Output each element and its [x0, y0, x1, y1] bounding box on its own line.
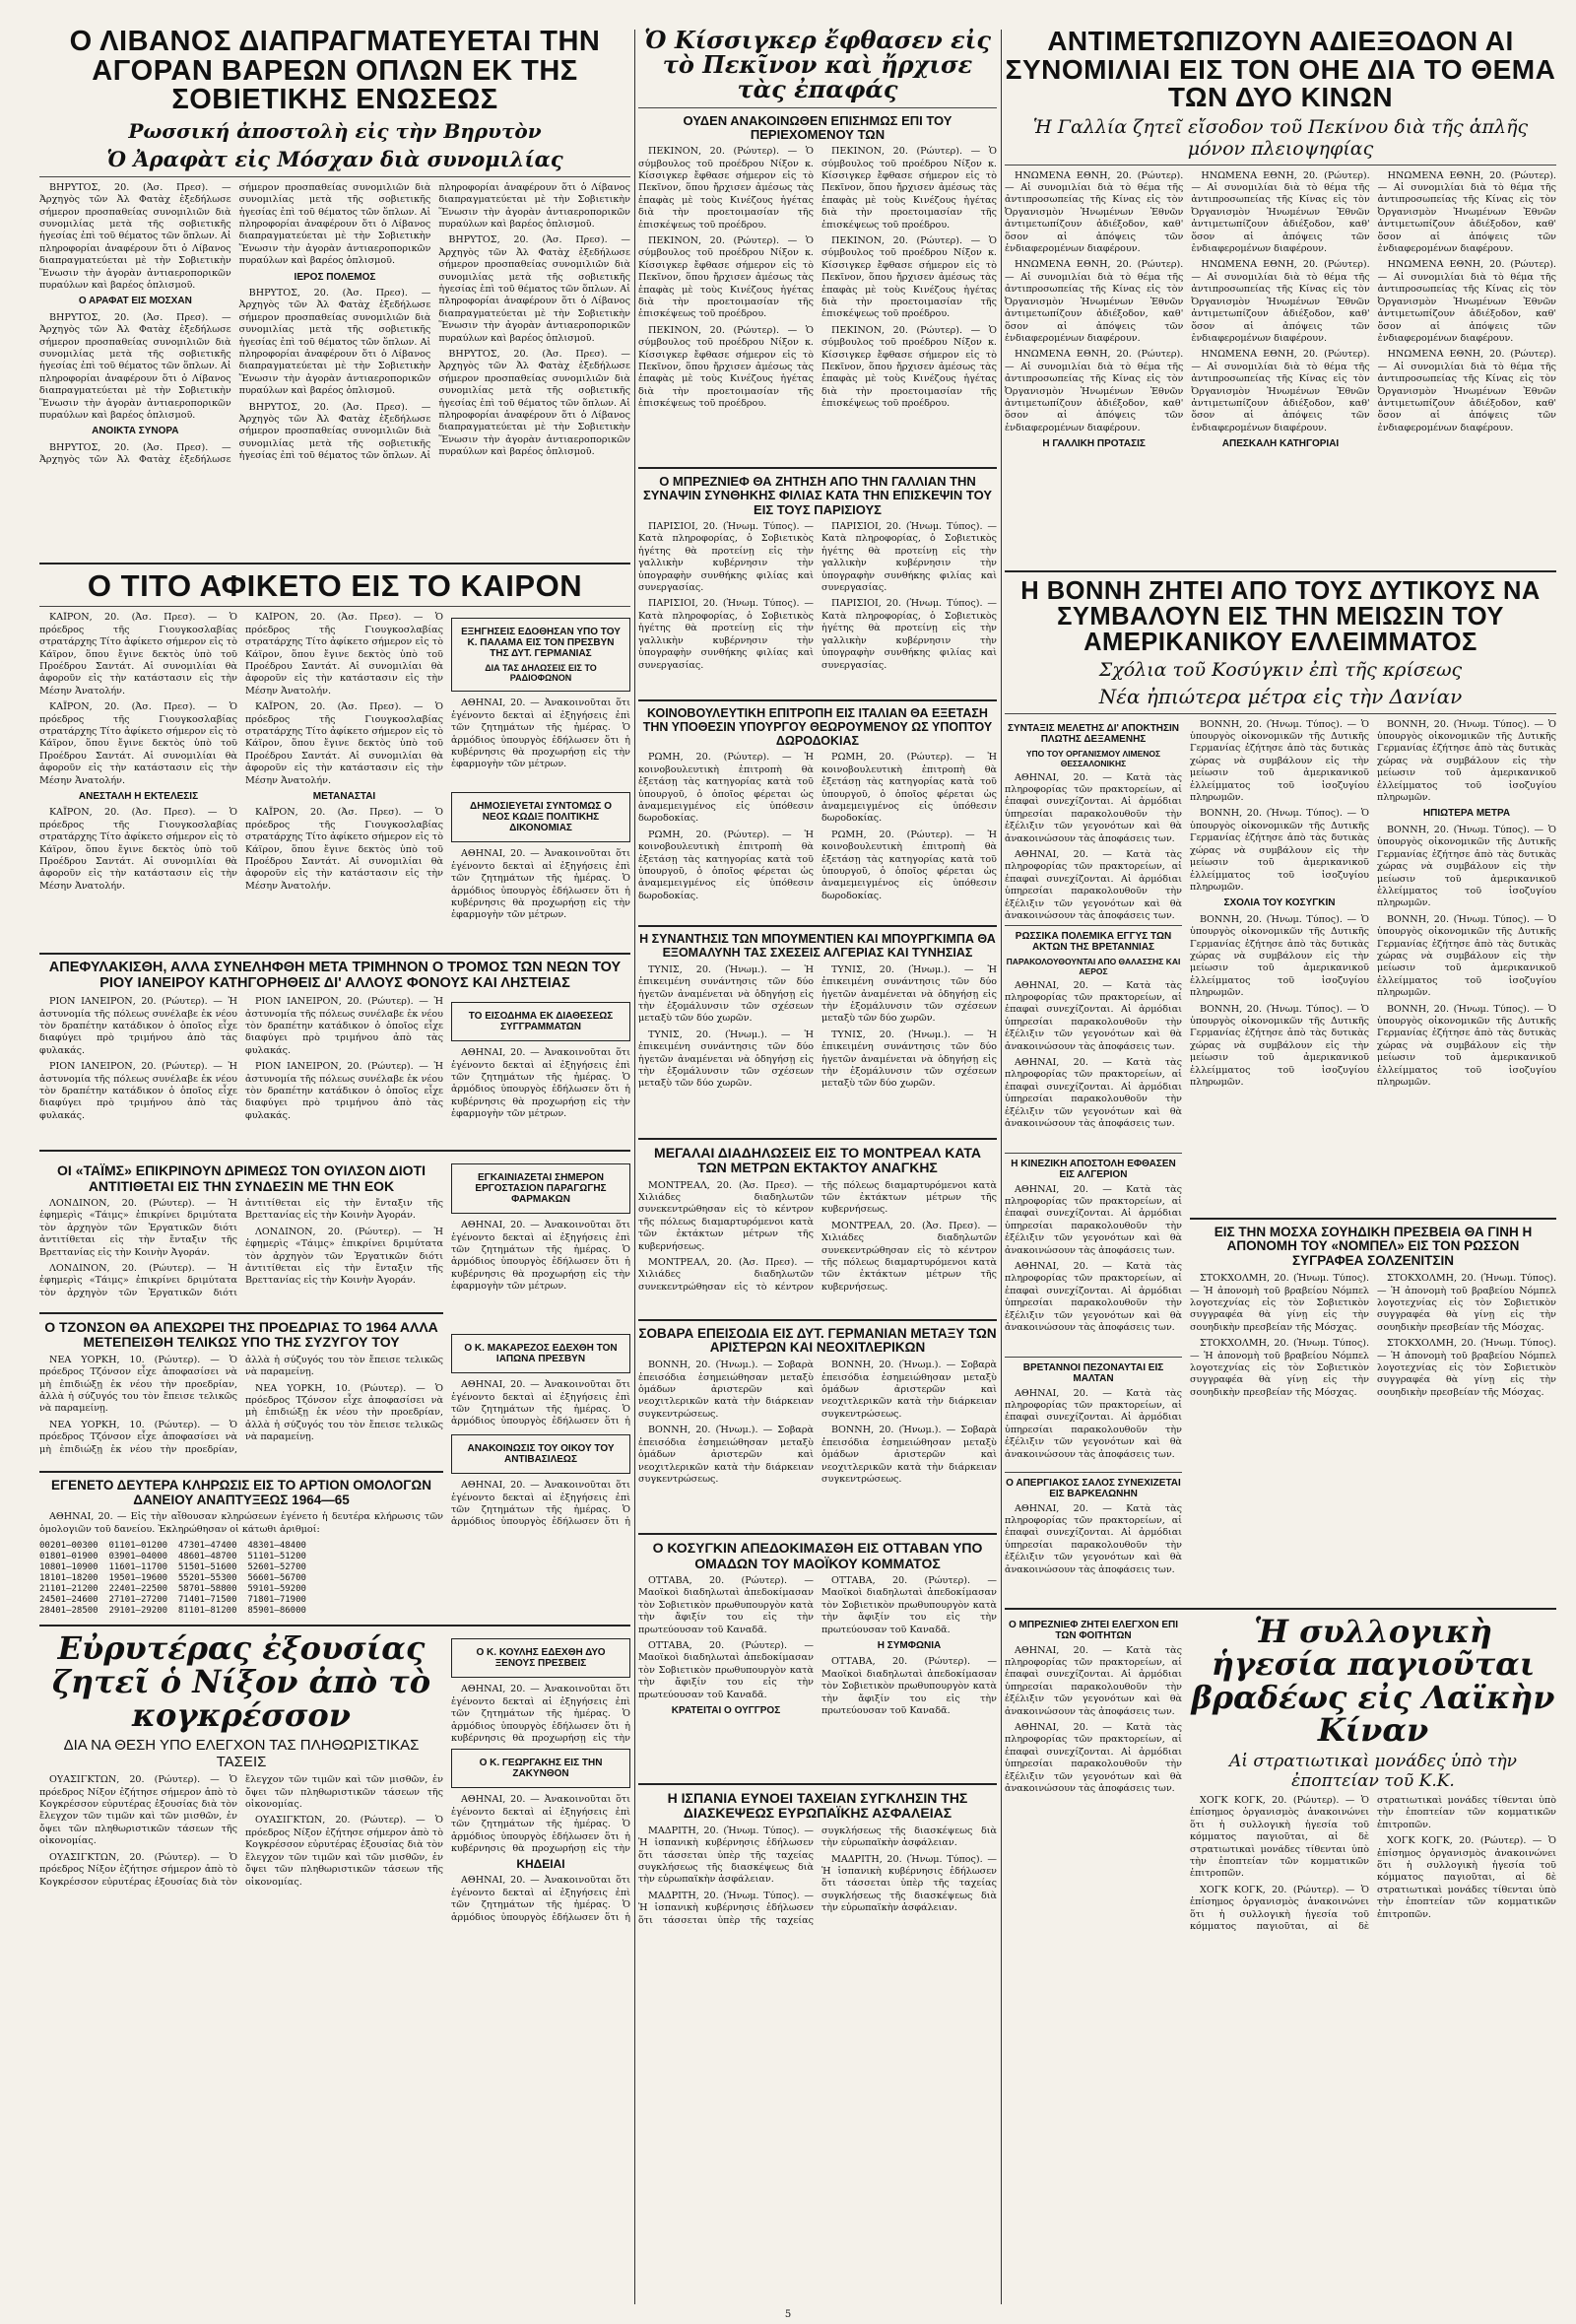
- spain-article: [638, 1826, 997, 1973]
- article-paragraph: ΜΟΝΤΡΕΑΛ, 20. (Ἀσ. Πρεσ). — Χιλιάδες διαδηλωτῶν συνεκεντρώθησαν εἰς τὸ κέντρον τῆς πόλεως διαμαρτυρόμενοι κατὰ τῶν ἐκτάκτων μέτρων τῆς κυβερνήσεως.: [638, 1179, 997, 1293]
- article-paragraph: ΒΗΡΥΤΟΣ, 20. (Ἀσ. Πρεσ). — Ἀρχηγὸς τῶν Ἀλ Φατὰχ ἐξεδήλωσε σήμερον προσπαθείας συνομιλιῶν διὰ συνομιλίας μετὰ τῆς σοβιετικῆς ἡγεσίας ἐπὶ τοῦ θέματος τῶν ὅπλων. Αἱ πληροφορίαι ἀναφέρουν ὅτι ὁ Λίβανος διαπραγματεύεται μὲ τὴν Σοβιετικὴν Ἕνωσιν τὴν ἀγορὰν ἀντιαεροπορικῶν πυραύλων καὶ βαρέος ὁπλισμοῦ.: [438, 349, 630, 458]
- brief-text: [451, 1684, 630, 1743]
- article-paragraph: ΡΩΜΗ, 20. (Ρώυτερ). — Ἡ κοινοβουλευτικὴ ἐπιτροπὴ θὰ ἐξετάσῃ τὰς κατηγορίας κατὰ τοῦ ὑπουργοῦ, ὁ ὁποῖος φέρεται ὡς ἀναμεμειγμένος εἰς ὑπόθεσιν δωροδοκίας.: [638, 752, 814, 825]
- divider: [638, 1783, 997, 1785]
- article-paragraph: ΠΑΡΙΣΙΟΙ, 20. (Ἡνωμ. Τύπος). — Κατὰ πληροφορίας, ὁ Σοβιετικὸς ἡγέτης θὰ προτείνῃ εἰς τὴν γαλλικὴν κυβέρνησιν τὴν ὑπογραφὴν συνθήκης φιλίας καὶ συνεργασίας.: [638, 598, 814, 671]
- article-paragraph: ΡΩΜΗ, 20. (Ρώυτερ). — Ἡ κοινοβουλευτικὴ ἐπιτροπὴ θὰ ἐξετάσῃ τὰς κατηγορίας κατὰ τοῦ ὑπουργοῦ, ὁ ὁποῖος φέρεται ὡς ἀναμεμειγμένος εἰς ὑπόθεσιν δωροδοκίας.: [821, 829, 997, 901]
- bonn-headline: Η ΒΟΝΝΗ ΖΗΤΕΙ ΑΠΟ ΤΟΥΣ ΔΥΤΙΚΟΥΣ ΝΑ ΣΥΜΒΑΛΟΥΝ ΕΙΣ ΤΗΝ ΜΕΙΩΣΙΝ ΤΟΥ ΑΜΕΡΙΚΑΝΙΚΟΥ ΕΛΛΕΙΜΜΑΤΟΣ: [1020, 576, 1541, 656]
- article-subhead: ΑΠΕΣΚΑΛΗ ΚΑΤΗΓΟΡΙΑΙ: [1221, 438, 1340, 450]
- divider: [39, 563, 630, 564]
- brezhnev-article: [638, 521, 997, 694]
- article-paragraph: ΚΑΪΡΟΝ, 20. (Ἀσ. Πρεσ). — Ὁ πρόεδρος τῆς Γιουγκοσλαβίας στρατάρχης Τίτο ἀφίκετο σήμερον εἰς τὸ Κάϊρον, ὅπου ἔγινε δεκτὸς ὑπὸ τοῦ Προέδρου Σαντάτ. Αἱ συνομιλίαι θὰ ἀφοροῦν εἰς τὴν κατάστασιν εἰς τὴν Μέσην Ἀνατολήν.: [245, 612, 443, 697]
- bonn-article: [1190, 719, 1556, 1212]
- article-paragraph: ΡΙΟΝ ΙΑΝΕΙΡΟΝ, 20. (Ρώυτερ). — Ἡ ἀστυνομία τῆς πόλεως συνέλαβε ἐκ νέου τὸν δραπέτην κατάδικον ὁ ὁποῖος εἶχε διαφύγει πρὸ τριμήνου ἀπὸ τὰς φυλακάς.: [245, 996, 443, 1056]
- article-paragraph: ΚΑΪΡΟΝ, 20. (Ἀσ. Πρεσ). — Ὁ πρόεδρος τῆς Γιουγκοσλαβίας στρατάρχης Τίτο ἀφίκετο σήμερον εἰς τὸ Κάϊρον, ὅπου ἔγινε δεκτὸς ὑπὸ τοῦ Προέδρου Σαντάτ. Αἱ συνομιλίαι θὰ ἀφοροῦν εἰς τὴν κατάστασιν εἰς τὴν Μέσην Ἀνατολήν.: [39, 612, 237, 697]
- article-paragraph: ΣΤΟΚΧΟΛΜΗ, 20. (Ἡνωμ. Τύπος). — Ἡ ἀπονομὴ τοῦ βραβείου Νόμπελ λογοτεχνίας εἰς τὸν Σοβιετικὸν συγγραφέα θὰ γίνῃ εἰς τὴν σουηδικὴν πρεσβείαν τῆς Μόσχας.: [1377, 1273, 1556, 1333]
- brief-subhead: ΥΠΟ ΤΟΥ ΟΡΓΑΝΙΣΜΟΥ ΛΙΜΕΝΟΣ ΘΕΣΣΑΛΟΝΙΚΗΣ: [1025, 748, 1161, 768]
- loan-headline: ΕΓΕΝΕΤΟ ΔΕΥΤΕΡΑ ΚΛΗΡΩΣΙΣ ΕΙΣ ΤΟ ΑΡΤΙΟΝ ΟΜΟΛΟΓΩΝ ΔΑΝΕΙΟΥ ΑΝΑΠΤΥΞΕΩΣ 1964—65: [51, 1477, 431, 1507]
- escape-article: [39, 996, 443, 1144]
- article-paragraph: ΒΗΡΥΤΟΣ, 20. (Ἀσ. Πρεσ). — Ἀρχηγὸς τῶν Ἀλ Φατὰχ ἐξεδήλωσε σήμερον προσπαθείας συνομιλιῶν διὰ συνομιλίας μετὰ τῆς σοβιετικῆς ἡγεσίας ἐπὶ τοῦ θέματος τῶν ὅπλων. Αἱ πληροφορίαι ἀναφέρουν ὅτι ὁ Λίβανος διαπραγματεύεται μὲ τὴν Σοβιετικὴν Ἕνωσιν τὴν ἀγορὰν ἀντιαεροπορικῶν πυραύλων καὶ βαρέος ὁπλισμοῦ.: [39, 311, 231, 422]
- article-paragraph: ΡΩΜΗ, 20. (Ρώυτερ). — Ἡ κοινοβουλευτικὴ ἐπιτροπὴ θὰ ἐξετάσῃ τὰς κατηγορίας κατὰ τοῦ ὑπουργοῦ, ὁ ὁποῖος φέρεται ὡς ἀναμεμειγμένος εἰς ὑπόθεσιν δωροδοκίας.: [821, 752, 997, 825]
- article-paragraph: ΣΤΟΚΧΟΛΜΗ, 20. (Ἡνωμ. Τύπος). — Ἡ ἀπονομὴ τοῦ βραβείου Νόμπελ λογοτεχνίας εἰς τὸν Σοβιετικὸν συγγραφέα θὰ γίνῃ εἰς τὴν σουηδικὴν πρεσβείαν τῆς Μόσχας.: [1190, 1338, 1369, 1398]
- side-briefs: [451, 612, 630, 947]
- article-paragraph: ΑΘΗΝΑΙ, 20. — Εἰς τὴν αἴθουσαν κληρώσεων ἐγένετο ἡ δευτέρα κλήρωσις τῶν ὁμολογιῶν τοῦ δανείου. Ἐκληρώθησαν οἱ κάτωθι ἀριθμοί:: [39, 1511, 443, 1535]
- article-paragraph: ΟΤΤΑΒΑ, 20. (Ρώυτερ). — Μαοϊκοὶ διαδηλωταὶ ἀπεδοκίμασαν τὸν Σοβιετικὸν πρωθυπουργὸν κατὰ τὴν ἄφιξίν του εἰς τὴν πρωτεύουσαν τοῦ Καναδᾶ.: [821, 1656, 997, 1717]
- article-paragraph: ΧΟΓΚ ΚΟΓΚ, 20. (Ρώυτερ). — Ὁ ἐπίσημος ὀργανισμὸς ἀνακοινώνει ὅτι ἡ συλλογικὴ ἡγεσία τοῦ κόμματος παγιοῦται, αἱ δὲ στρατιωτικαὶ μονάδες τίθενται ὑπὸ τὴν ἐποπτείαν τῶν κομματικῶν ἐπιτροπῶν.: [1377, 1835, 1556, 1920]
- divider: [39, 1625, 630, 1627]
- article-paragraph: ΑΘΗΝΑΙ, 20. — Κατὰ τὰς πληροφορίας τῶν πρακτορείων, αἱ ἐπαφαὶ συνεχίζονται. Αἱ ἀρμόδιαι ὑπηρεσίαι παρακολουθοῦν τὴν ἐξέλιξιν τῶν γεγονότων καὶ θὰ ἀνακοινώσουν τὰς ἀποφάσεις των.: [1005, 1261, 1182, 1334]
- article-paragraph: ΟΤΤΑΒΑ, 20. (Ρώυτερ). — Μαοϊκοὶ διαδηλωταὶ ἀπεδοκίμασαν τὸν Σοβιετικὸν πρωθυπουργὸν κατὰ τὴν ἄφιξίν του εἰς τὴν πρωτεύουσαν τοῦ Καναδᾶ.: [821, 1575, 997, 1635]
- article-paragraph: ΑΘΗΝΑΙ, 20. — Ἀνακοινοῦται ὅτι ἐγένοντο δεκταὶ αἱ ἐξηγήσεις ἐπὶ τῶν ζητημάτων τῆς ἡμέρας. Ὁ ἁρμόδιος ὑπουργὸς ἐδήλωσεν ὅτι ἡ κυβέρνησις θὰ προχωρήσῃ εἰς τὴν: [451, 1794, 630, 1854]
- algeria-headline: Η ΣΥΝΑΝΤΗΣΙΣ ΤΩΝ ΜΠΟΥΜΕΝΤΙΕΝ ΚΑΙ ΜΠΟΥΡΓΚΙΜΠΑ ΘΑ ΕΞΟΜΑΛΥΝΗ ΤΑΣ ΣΧΕΣΕΙΣ ΑΛΓΕΡΙΑΣ ΚΑΙ ΤΥΝΗΣΙΑΣ: [639, 932, 996, 961]
- brief-text: [451, 1379, 630, 1428]
- article-paragraph: ΠΑΡΙΣΙΟΙ, 20. (Ἡνωμ. Τύπος). — Κατὰ πληροφορίας, ὁ Σοβιετικὸς ἡγέτης θὰ προτείνῃ εἰς τὴν γαλλικὴν κυβέρνησιν τὴν ὑπογραφὴν συνθήκης φιλίας καὶ συνεργασίας.: [638, 521, 814, 594]
- loan-numbers-table: 00201—00300 01101—01200 47301—47400 48301—48400 01801—01900 03901—04000 48601—48700 51101—51200 10801—10900 11601—11700 51501—51600 52601—52700 18101—18200 19501—19600 55201—55300 56601—56700 21101—21200 22401—22500 58701—58800 59101—59200 24501—24600 27101—27200 71401—71500 71801—71900 28401—28500 29101—29200 81101—81200 85901—86000: [39, 1541, 306, 1617]
- brief-headline: ΚΗΔΕΙΑΙ: [516, 1857, 565, 1872]
- article-paragraph: ΑΘΗΝΑΙ, 20. — Κατὰ τὰς πληροφορίας τῶν πρακτορείων, αἱ ἐπαφαὶ συνεχίζονται. Αἱ ἀρμόδιαι ὑπηρεσίαι παρακολουθοῦν τὴν ἐξέλιξιν τῶν γεγονότων καὶ θὰ ἀνακοινώσουν τὰς ἀποφάσεις των.: [1005, 849, 1182, 920]
- divider: [1005, 1357, 1182, 1358]
- article-paragraph: ΜΑΔΡΙΤΗ, 20. (Ἡνωμ. Τύπος). — Ἡ ἱσπανικὴ κυβέρνησις ἐδήλωσεν ὅτι τάσσεται ὑπὲρ τῆς ταχείας συγκλήσεως τῆς διασκέψεως διὰ τὴν εὐρωπαϊκὴν ἀσφάλειαν.: [638, 1825, 997, 1926]
- article-paragraph: ΧΟΓΚ ΚΟΓΚ, 20. (Ρώυτερ). — Ὁ ἐπίσημος ὀργανισμὸς ἀνακοινώνει ὅτι ἡ συλλογικὴ ἡγεσία τοῦ κόμματος παγιοῦται, αἱ δὲ στρατιωτικαὶ μονάδες τίθενται ὑπὸ τὴν ἐποπτείαν τῶν κομματικῶν ἐπιτροπῶν.: [1190, 1795, 1369, 1880]
- escape-headline: ΑΠΕΦΥΛΑΚΙΣΘΗ, ΑΛΛΑ ΣΥΝΕΛΗΦΘΗ ΜΕΤΑ ΤΡΙΜΗΝΟΝ Ο ΤΡΟΜΟΣ ΤΩΝ ΝΕΩΝ ΤΟΥ ΡΙΟΥ ΙΑΝΕΙΡΟΥ ΚΑΤΗΓΟΡΗΘΕΙΣ ΔΙ' ΑΛΛΟΥΣ ΦΟΝΟΥΣ ΚΑΙ ΛΗΣΤΕΙΑΣ: [48, 960, 622, 992]
- article-paragraph: ΗΝΩΜΕΝΑ ΕΘΝΗ, 20. (Ρώυτερ). — Αἱ συνομιλίαι διὰ τὸ θέμα τῆς ἀντιπροσωπείας τῆς Κίνας εἰς τὸν Ὀργανισμὸν Ἡνωμένων Ἐθνῶν ἀντιμετωπίζουν ἀδιέξοδον, καθ' ὅσον αἱ ἀπόψεις τῶν ἐνδιαφερομένων διαφέρουν.: [1005, 349, 1184, 433]
- article-paragraph: ΑΘΗΝΑΙ, 20. — Κατὰ τὰς πληροφορίας τῶν πρακτορείων, αἱ ἐπαφαὶ συνεχίζονται. Αἱ ἀρμόδιαι ὑπηρεσίαι παρακολουθοῦν τὴν ἐξέλιξιν τῶν γεγονότων καὶ θὰ ἀνακοινώσουν τὰς ἀποφάσεις των.: [1005, 979, 1182, 1052]
- brezhnev-headline: Ο ΜΠΡΕΖΝΙΕΦ ΘΑ ΖΗΤΗΣΗ ΑΠΟ ΤΗΝ ΓΑΛΛΙΑΝ ΤΗΝ ΣΥΝΑΨΙΝ ΣΥΝΘΗΚΗΣ ΦΙΛΙΑΣ ΚΑΤΑ ΤΗΝ ΕΠΙΣΚΕΨΙΝ ΤΟΥ ΕΙΣ ΤΟΥΣ ΠΑΡΙΣΙΟΥΣ: [642, 474, 993, 517]
- article-paragraph: ΑΘΗΝΑΙ, 20. — Ἀνακοινοῦται ὅτι ἐγένοντο δεκταὶ αἱ ἐξηγήσεις ἐπὶ τῶν ζητημάτων τῆς ἡμέρας. Ὁ ἁρμόδιος ὑπουργὸς ἐδήλωσεν ὅτι ἡ κυβέρνησις θὰ προχωρήσῃ εἰς τὴν ἐφαρμογὴν τῶν μέτρων.: [451, 848, 630, 921]
- article-paragraph: ΛΟΝΔΙΝΟΝ, 20. (Ρώυτερ). — Ἡ ἐφημερὶς «Τάιμς» ἐπικρίνει δριμύτατα τὸν ἀρχηγὸν τῶν Ἐργατικῶν διότι ἀντιτίθεται εἰς τὴν ἔνταξιν τῆς Βρεττανίας εἰς τὴν Κοινὴν Ἀγοράν.: [245, 1226, 443, 1287]
- article-paragraph: ΟΤΤΑΒΑ, 20. (Ρώυτερ). — Μαοϊκοὶ διαδηλωταὶ ἀπεδοκίμασαν τὸν Σοβιετικὸν πρωθυπουργὸν κατὰ τὴν ἄφιξίν του εἰς τὴν πρωτεύουσαν τοῦ Καναδᾶ.: [638, 1575, 814, 1635]
- article-paragraph: ΜΟΝΤΡΕΑΛ, 20. (Ἀσ. Πρεσ). — Χιλιάδες διαδηλωτῶν συνεκεντρώθησαν εἰς τὸ κέντρον τῆς πόλεως διαμαρτυρόμενοι κατὰ τῶν ἐκτάκτων μέτρων τῆς κυβερνήσεως.: [638, 1179, 814, 1252]
- article-paragraph: ΧΟΓΚ ΚΟΓΚ, 20. (Ρώυτερ). — Ὁ ἐπίσημος ὀργανισμὸς ἀνακοινώνει ὅτι ἡ συλλογικὴ ἡγεσία τοῦ κόμματος παγιοῦται, αἱ δὲ στρατιωτικαὶ μονάδες τίθενται ὑπὸ τὴν ἐποπτείαν τῶν κομματικῶν ἐπιτροπῶν.: [1190, 1795, 1556, 1933]
- johnson-article: [39, 1355, 443, 1465]
- article-paragraph: ΠΕΚΙΝΟΝ, 20. (Ρώυτερ). — Ὁ σύμβουλος τοῦ προέδρου Νίξον κ. Κίσσιγκερ ἔφθασε σήμερον εἰς τὸ Πεκῖνον, ὅπου ἤρχισεν ἀμέσως τὰς ἐπαφὰς μὲ τοὺς Κινέζους ἡγέτας διὰ τὴν προετοιμασίαν τῆς ἐπισκέψεως τοῦ προέδρου.: [821, 146, 997, 231]
- brief-text: [451, 1875, 630, 1924]
- article-paragraph: ΒΟΝΝΗ, 20. (Ἡνωμ.). — Σοβαρὰ ἐπεισόδια ἐσημειώθησαν μεταξὺ ὁμάδων ἀριστερῶν καὶ νεοχιτλερικῶν κατὰ τὴν διάρκειαν συγκεντρώσεως.: [821, 1360, 997, 1420]
- divider: [638, 1319, 997, 1321]
- article-paragraph: ΛΟΝΔΙΝΟΝ, 20. (Ρώυτερ). — Ἡ ἐφημερὶς «Τάιμς» ἐπικρίνει δριμύτατα τὸν ἀρχηγὸν τῶν Ἐργατικῶν διότι ἀντιτίθεται εἰς τὴν ἔνταξιν τῆς Βρεττανίας εἰς τὴν Κοινὴν Ἀγοράν.: [39, 1198, 237, 1258]
- divider: [1005, 570, 1556, 572]
- article-paragraph: ΒΟΝΝΗ, 20. (Ἡνωμ. Τύπος). — Ὁ ὑπουργὸς οἰκονομικῶν τῆς Δυτικῆς Γερμανίας ἐζήτησε ἀπὸ τὰς δυτικὰς χώρας νὰ συμβάλουν εἰς τὴν μείωσιν τοῦ ἀμερικανικοῦ ἐλλείμματος τοῦ ἰσοζυγίου πληρωμῶν.: [1190, 808, 1369, 893]
- article-paragraph: ΒΗΡΥΤΟΣ, 20. (Ἀσ. Πρεσ). — Ἀρχηγὸς τῶν Ἀλ Φατὰχ ἐξεδήλωσε σήμερον προσπαθείας συνομιλιῶν διὰ συνομιλίας μετὰ τῆς σοβιετικῆς ἡγεσίας ἐπὶ τοῦ θέματος τῶν ὅπλων. Αἱ πληροφορίαι ἀναφέρουν ὅτι ὁ Λίβανος διαπραγματεύεται μὲ τὴν Σοβιετικὴν Ἕνωσιν τὴν ἀγορὰν ἀντιαεροπορικῶν πυραύλων καὶ βαρέος ὁπλισμοῦ.: [39, 181, 231, 291]
- column-left: [39, 28, 630, 1924]
- article-paragraph: ΑΘΗΝΑΙ, 20. — Ἀνακοινοῦται ὅτι ἐγένοντο δεκταὶ αἱ ἐξηγήσεις ἐπὶ τῶν ζητημάτων τῆς ἡμέρας. Ὁ ἁρμόδιος ὑπουργὸς ἐδήλωσεν ὅτι ἡ κυβέρνησις θὰ προχωρήσῃ εἰς τὴν ἐφαρμογὴν τῶν μέτρων.: [451, 697, 630, 770]
- article-paragraph: ΗΝΩΜΕΝΑ ΕΘΝΗ, 20. (Ρώυτερ). — Αἱ συνομιλίαι διὰ τὸ θέμα τῆς ἀντιπροσωπείας τῆς Κίνας εἰς τὸν Ὀργανισμὸν Ἡνωμένων Ἐθνῶν ἀντιμετωπίζουν ἀδιέξοδον, καθ' ὅσον αἱ ἀπόψεις τῶν ἐνδιαφερομένων διαφέρουν.: [1191, 169, 1370, 255]
- divider: [39, 1471, 443, 1473]
- brief-text: [1005, 1503, 1182, 1602]
- divider: [1005, 713, 1556, 714]
- brief-headline: ΑΝΑΚΟΙΝΩΣΙΣ ΤΟΥ ΟΙΚΟΥ ΤΟΥ ΑΝΤΙΒΑΣΙΛΕΩΣ: [467, 1443, 615, 1466]
- article-paragraph: ΒΗΡΥΤΟΣ, 20. (Ἀσ. Πρεσ). — Ἀρχηγὸς τῶν Ἀλ Φατὰχ ἐξεδήλωσε σήμερον προσπαθείας συνομιλιῶν διὰ συνομιλίας μετὰ τῆς σοβιετικῆς ἡγεσίας ἐπὶ τοῦ θέματος τῶν ὅπλων. Αἱ πληροφορίαι ἀναφέρουν ὅτι ὁ Λίβανος διαπραγματεύεται μὲ τὴν Σοβιετικὴν Ἕνωσιν τὴν ἀγορὰν ἀντιαεροπορικῶν πυραύλων καὶ βαρέος ὁπλισμοῦ.: [438, 234, 630, 344]
- brief-text: [451, 1794, 630, 1853]
- article-paragraph: ΚΑΪΡΟΝ, 20. (Ἀσ. Πρεσ). — Ὁ πρόεδρος τῆς Γιουγκοσλαβίας στρατάρχης Τίτο ἀφίκετο σήμερον εἰς τὸ Κάϊρον, ὅπου ἔγινε δεκτὸς ὑπὸ τοῦ Προέδρου Σαντάτ. Αἱ συνομιλίαι θὰ ἀφοροῦν εἰς τὴν κατάστασιν εἰς τὴν Μέσην Ἀνατολήν.: [245, 701, 443, 786]
- bonn-subheadline-2: Νέα ἠπιώτερα μέτρα εἰς τὴν Δανίαν: [1098, 684, 1463, 708]
- nixon-article: [39, 1774, 443, 1892]
- brief-headline: Ο ΜΠΡΕΖΝΙΕΦ ΖΗΤΕΙ ΕΛΕΓΧΟΝ ΕΠΙ ΤΩΝ ΦΟΙΤΗΤΩΝ: [1008, 1619, 1179, 1641]
- brief-headline: Ο Κ. ΜΑΚΑΡΕΖΟΣ ΕΔΕΧΘΗ ΤΟΝ ΙΑΠΩΝΑ ΠΡΕΣΒΥΝ: [464, 1343, 618, 1365]
- brief-headline: ΕΞΗΓΗΣΕΙΣ ΕΔΟΘΗΣΑΝ ΥΠΟ ΤΟΥ Κ. ΠΑΛΑΜΑ ΕΙΣ ΤΟΝ ΠΡΕΣΒΥΝ ΤΗΣ ΔΥΤ. ΓΕΡΜΑΝΙΑΣ: [461, 627, 621, 660]
- divider: [638, 699, 997, 701]
- article-paragraph: ΒΗΡΥΤΟΣ, 20. (Ἀσ. Πρεσ). — Ἀρχηγὸς τῶν Ἀλ Φατὰχ ἐξεδήλωσε σήμερον προσπαθείας συνομιλιῶν διὰ συνομιλίας μετὰ τῆς σοβιετικῆς ἡγεσίας ἐπὶ τοῦ θέματος τῶν ὅπλων. Αἱ πληροφορίαι ἀναφέρουν ὅτι ὁ Λίβανος διαπραγματεύεται μὲ τὴν Σοβιετικὴν Ἕνωσιν τὴν ἀγορὰν ἀντιαεροπορικῶν πυραύλων καὶ βαρέος ὁπλισμοῦ.: [39, 181, 431, 466]
- article-paragraph: ΒΟΝΝΗ, 20. (Ἡνωμ. Τύπος). — Ὁ ὑπουργὸς οἰκονομικῶν τῆς Δυτικῆς Γερμανίας ἐζήτησε ἀπὸ τὰς δυτικὰς χώρας νὰ συμβάλουν εἰς τὴν μείωσιν τοῦ ἀμερικανικοῦ ἐλλείμματος τοῦ ἰσοζυγίου πληρωμῶν.: [1190, 1003, 1369, 1089]
- loan-article: [39, 1511, 443, 1539]
- lebanon-subheadline-2: Ὁ Ἀραφὰτ εἰς Μόσχαν διὰ συνομιλίας: [106, 146, 563, 171]
- brief-text: [1005, 1388, 1182, 1467]
- brief-subhead: ΔΙΑ ΤΑΣ ΔΗΛΩΣΕΙΣ ΕΙΣ ΤΟ ΡΑΔΙΟΦΩΝΟΝ: [485, 663, 597, 684]
- spain-headline: Η ΙΣΠΑΝΙΑ ΕΥΝΟΕΙ ΤΑΧΕΙΑΝ ΣΥΓΚΛΗΣΙΝ ΤΗΣ ΔΙΑΣΚΕΨΕΩΣ ΕΥΡΩΠΑΪΚΗΣ ΑΣΦΑΛΕΙΑΣ: [667, 1790, 968, 1822]
- article-paragraph: ΜΟΝΤΡΕΑΛ, 20. (Ἀσ. Πρεσ). — Χιλιάδες διαδηλωτῶν συνεκεντρώθησαν εἰς τὸ κέντρον τῆς πόλεως διαμαρτυρόμενοι κατὰ τῶν ἐκτάκτων μέτρων τῆς κυβερνήσεως.: [821, 1220, 997, 1293]
- brief-headline: ΣΥΝΤΑΞΙΣ ΜΕΛΕΤΗΣ ΔΙ' ΑΠΟΚΤΗΣΙΝ ΠΛΩΤΗΣ ΔΕΞΑΜΕΝΗΣ: [1007, 722, 1180, 745]
- article-paragraph: ΝΕΑ ΥΟΡΚΗ, 10. (Ρώυτερ). — Ὁ πρόεδρος Τζόνσον εἶχε ἀποφασίσει νὰ μὴ ἐπιδιώξῃ ἐκ νέου τὴν προεδρίαν, ἀλλὰ ἡ σύζυγός του τὸν ἔπεισε τελικῶς νὰ παραμείνῃ.: [39, 1354, 443, 1455]
- article-subhead: ΜΕΤΑΝΑΣΤΑΙ: [312, 791, 376, 803]
- article-subhead: ΑΝΟΙΚΤΑ ΣΥΝΟΡΑ: [92, 426, 179, 437]
- side-briefs-2: [451, 996, 630, 1144]
- article-paragraph: ΝΕΑ ΥΟΡΚΗ, 10. (Ρώυτερ). — Ὁ πρόεδρος Τζόνσον εἶχε ἀποφασίσει νὰ μὴ ἐπιδιώξῃ ἐκ νέου τὴν προεδρίαν, ἀλλὰ ἡ σύζυγός του τὸν ἔπεισε τελικῶς νὰ παραμείνῃ.: [245, 1382, 443, 1443]
- article-paragraph: ΟΥΑΣΙΓΚΤΩΝ, 20. (Ρώυτερ). — Ὁ πρόεδρος Νίξον ἐζήτησε σήμερον ἀπὸ τὸ Κογκρέσσον εὐρυτέρας ἐξουσίας διὰ τὸν ἔλεγχον τῶν τιμῶν καὶ τῶν μισθῶν, ἐν ὄψει τῶν πληθωριστικῶν τάσεων τῆς οἰκονομίας.: [39, 1774, 237, 1847]
- italy-article: [638, 752, 997, 919]
- article-subhead: ΗΠΙΩΤΕΡΑ ΜΕΤΡΑ: [1422, 808, 1511, 820]
- eec-headline: ΟΙ «ΤΑΪΜΣ» ΕΠΙΚΡΙΝΟΥΝ ΔΡΙΜΕΩΣ ΤΟΝ ΟΥΙΛΣΟΝ ΔΙΟΤΙ ΑΝΤΙΤΙΘΕΤΑΙ ΕΙΣ ΤΗΝ ΣΥΝΔΕΣΙΝ ΜΕ ΤΗΝ ΕΟΚ: [57, 1162, 426, 1194]
- brief-headline: Ο ΑΠΕΡΓΙΑΚΟΣ ΣΑΛΟΣ ΣΥΝΕΧΙΖΕΤΑΙ ΕΙΣ ΒΑΡΚΕΛΩΝΗΝ: [1006, 1477, 1181, 1499]
- article-paragraph: ΠΑΡΙΣΙΟΙ, 20. (Ἡνωμ. Τύπος). — Κατὰ πληροφορίας, ὁ Σοβιετικὸς ἡγέτης θὰ προτείνῃ εἰς τὴν γαλλικὴν κυβέρνησιν τὴν ὑπογραφὴν συνθήκης φιλίας καὶ συνεργασίας.: [821, 521, 997, 594]
- article-paragraph: ΒΟΝΝΗ, 20. (Ἡνωμ. Τύπος). — Ὁ ὑπουργὸς οἰκονομικῶν τῆς Δυτικῆς Γερμανίας ἐζήτησε ἀπὸ τὰς δυτικὰς χώρας νὰ συμβάλουν εἰς τὴν μείωσιν τοῦ ἀμερικανικοῦ ἐλλείμματος τοῦ ἰσοζυγίου πληρωμῶν.: [1377, 913, 1556, 999]
- column-center: [638, 28, 997, 1973]
- bonn-subheadline: Σχόλια τοῦ Κοσύγκιν ἐπὶ τῆς κρίσεως: [1098, 658, 1463, 681]
- article-paragraph: ΜΑΔΡΙΤΗ, 20. (Ἡνωμ. Τύπος). — Ἡ ἱσπανικὴ κυβέρνησις ἐδήλωσεν ὅτι τάσσεται ὑπὲρ τῆς ταχείας συγκλήσεως τῆς διασκέψεως διὰ τὴν εὐρωπαϊκὴν ἀσφάλειαν.: [638, 1825, 814, 1886]
- article-paragraph: ΒΟΝΝΗ, 20. (Ἡνωμ. Τύπος). — Ὁ ὑπουργὸς οἰκονομικῶν τῆς Δυτικῆς Γερμανίας ἐζήτησε ἀπὸ τὰς δυτικὰς χώρας νὰ συμβάλουν εἰς τὴν μείωσιν τοῦ ἀμερικανικοῦ ἐλλείμματος τοῦ ἰσοζυγίου πληρωμῶν.: [1190, 913, 1369, 999]
- article-paragraph: ΜΑΔΡΙΤΗ, 20. (Ἡνωμ. Τύπος). — Ἡ ἱσπανικὴ κυβέρνησις ἐδήλωσεν ὅτι τάσσεται ὑπὲρ τῆς ταχείας συγκλήσεως τῆς διασκέψεως διὰ τὴν εὐρωπαϊκὴν ἀσφάλειαν.: [821, 1853, 997, 1914]
- germany-headline: ΣΟΒΑΡΑ ΕΠΕΙΣΟΔΙΑ ΕΙΣ ΔΥΤ. ΓΕΡΜΑΝΙΑΝ ΜΕΤΑΞΥ ΤΩΝ ΑΡΙΣΤΕΡΩΝ ΚΑΙ ΝΕΟΧΙΤΛΕΡΙΚΩΝ: [638, 1325, 997, 1356]
- article-paragraph: ΑΘΗΝΑΙ, 20. — Ἀνακοινοῦται ὅτι ἐγένοντο δεκταὶ αἱ ἐξηγήσεις ἐπὶ τῶν ζητημάτων τῆς ἡμέρας. Ὁ ἁρμόδιος ὑπουργὸς ἐδήλωσεν ὅτι ἡ κυβέρνησις θὰ προχωρήσῃ εἰς τὴν ἐφαρμογὴν τῶν μέτρων.: [451, 1220, 630, 1293]
- right-briefs: [1005, 719, 1182, 1602]
- article-paragraph: ΠΕΚΙΝΟΝ, 20. (Ρώυτερ). — Ὁ σύμβουλος τοῦ προέδρου Νίξον κ. Κίσσιγκερ ἔφθασε σήμερον εἰς τὸ Πεκῖνον, ὅπου ἤρχισεν ἀμέσως τὰς ἐπαφὰς μὲ τοὺς Κινέζους ἡγέτας διὰ τὴν προετοιμασίαν τῆς ἐπισκέψεως τοῦ προέδρου.: [638, 235, 814, 320]
- kosygin-headline: Ο ΚΟΣΥΓΚΙΝ ΑΠΕΔΟΚΙΜΑΣΘΗ ΕΙΣ ΟΤΤΑΒΑΝ ΥΠΟ ΟΜΑΔΩΝ ΤΟΥ ΜΑΟΪΚΟΥ ΚΟΜΜΑΤΟΣ: [652, 1540, 983, 1571]
- article-paragraph: ΡΩΜΗ, 20. (Ρώυτερ). — Ἡ κοινοβουλευτικὴ ἐπιτροπὴ θὰ ἐξετάσῃ τὰς κατηγορίας κατὰ τοῦ ὑπουργοῦ, ὁ ὁποῖος φέρεται ὡς ἀναμεμειγμένος εἰς ὑπόθεσιν δωροδοκίας.: [638, 829, 814, 901]
- article-paragraph: ΤΥΝΙΣ, 20. (Ἡνωμ.). — Ἡ ἐπικειμένη συνάντησις τῶν δύο ἡγετῶν ἀναμένεται νὰ ὁδηγήσῃ εἰς τὴν ἐξομάλυνσιν τῶν σχέσεων μεταξὺ τῶν δύο χωρῶν.: [638, 963, 814, 1025]
- un-subheadline: Ἡ Γαλλία ζητεῖ εἴσοδον τοῦ Πεκίνου διὰ τῆς ἁπλῆς μόνον πλειοψηφίας: [1032, 115, 1529, 160]
- article-subhead: ΣΧΟΛΙΑ ΤΟΥ ΚΟΣΥΓΚΙΝ: [1223, 897, 1336, 909]
- article-paragraph: ΑΘΗΝΑΙ, 20. — Ἀνακοινοῦται ὅτι ἐγένοντο δεκταὶ αἱ ἐξηγήσεις ἐπὶ τῶν ζητημάτων τῆς ἡμέρας. Ὁ ἁρμόδιος ὑπουργὸς ἐδήλωσεν ὅτι ἡ κυβέρνησις θὰ προχωρήσῃ εἰς τὴν: [451, 1684, 630, 1744]
- brief-headline: Η ΚΙΝΕΖΙΚΗ ΑΠΟΣΤΟΛΗ ΕΦΘΑΣΕΝ ΕΙΣ ΑΛΓΕΡΙΟΝ: [1011, 1158, 1176, 1180]
- brief-text: [1005, 1184, 1182, 1352]
- article-paragraph: ΤΥΝΙΣ, 20. (Ἡνωμ.). — Ἡ ἐπικειμένη συνάντησις τῶν δύο ἡγετῶν ἀναμένεται νὰ ὁδηγήσῃ εἰς τὴν ἐξομάλυνσιν τῶν σχέσεων μεταξὺ τῶν δύο χωρῶν.: [821, 963, 997, 1025]
- article-paragraph: ΗΝΩΜΕΝΑ ΕΘΝΗ, 20. (Ρώυτερ). — Αἱ συνομιλίαι διὰ τὸ θέμα τῆς ἀντιπροσωπείας τῆς Κίνας εἰς τὸν Ὀργανισμὸν Ἡνωμένων Ἐθνῶν ἀντιμετωπίζουν ἀδιέξοδον, καθ' ὅσον αἱ ἀπόψεις τῶν ἐνδιαφερομένων διαφέρουν.: [1005, 169, 1184, 255]
- kissinger-headline: Ὁ Κίσσιγκερ ἔφθασεν εἰς τὸ Πεκῖνον καὶ ἤρχισε τὰς ἐπαφάς: [644, 26, 991, 104]
- article-paragraph: ΑΘΗΝΑΙ, 20. — Κατὰ τὰς πληροφορίας τῶν πρακτορείων, αἱ ἐπαφαὶ συνεχίζονται. Αἱ ἀρμόδιαι ὑπηρεσίαι παρακολουθοῦν τὴν ἐξέλιξιν τῶν γεγονότων καὶ θὰ ἀνακοινώσουν τὰς ἀποφάσεις των.: [1005, 1387, 1182, 1460]
- article-paragraph: ΡΙΟΝ ΙΑΝΕΙΡΟΝ, 20. (Ρώυτερ). — Ἡ ἀστυνομία τῆς πόλεως συνέλαβε ἐκ νέου τὸν δραπέτην κατάδικον ὁ ὁποῖος εἶχε διαφύγει πρὸ τριμήνου ἀπὸ τὰς φυλακάς.: [39, 996, 237, 1056]
- divider: [638, 1533, 997, 1535]
- leadership-article: [1190, 1795, 1556, 1943]
- article-paragraph: ΝΕΑ ΥΟΡΚΗ, 10. (Ρώυτερ). — Ὁ πρόεδρος Τζόνσον εἶχε ἀποφασίσει νὰ μὴ ἐπιδιώξῃ ἐκ νέου τὴν προεδρίαν, ἀλλὰ ἡ σύζυγός του τὸν ἔπεισε τελικῶς νὰ παραμείνῃ.: [39, 1354, 237, 1415]
- brief-text: [451, 848, 630, 947]
- brief-headline: ΡΩΣΣΙΚΑ ΠΟΛΕΜΙΚΑ ΕΓΓΥΣ ΤΩΝ ΑΚΤΩΝ ΤΗΣ ΒΡΕΤΑΝΝΙΑΣ: [1015, 930, 1172, 953]
- divider: [638, 107, 997, 108]
- nobel-article: [1190, 1273, 1556, 1470]
- article-subhead: ΑΝΕΣΤΑΛΗ Η ΕΚΤΕΛΕΣΙΣ: [78, 791, 199, 803]
- un-headline: ΑΝΤΙΜΕΤΩΠΙΖΟΥΝ ΑΔΙΕΞΟΔΟΝ ΑΙ ΣΥΝΟΜΙΛΙΑΙ ΕΙΣ ΤΟΝ ΟΗΕ ΔΙΑ ΤΟ ΘΕΜΑ ΤΩΝ ΔΥΟ ΚΙΝΩΝ: [1005, 26, 1556, 113]
- page-number: 5: [784, 2309, 792, 2320]
- article-paragraph: ΒΟΝΝΗ, 20. (Ἡνωμ. Τύπος). — Ὁ ὑπουργὸς οἰκονομικῶν τῆς Δυτικῆς Γερμανίας ἐζήτησε ἀπὸ τὰς δυτικὰς χώρας νὰ συμβάλουν εἰς τὴν μείωσιν τοῦ ἀμερικανικοῦ ἐλλείμματος τοῦ ἰσοζυγίου πληρωμῶν.: [1377, 824, 1556, 909]
- column-right: [1005, 28, 1556, 1943]
- johnson-headline: Ο ΤΖΟΝΣΟΝ ΘΑ ΑΠΕΧΩΡΕΙ ΤΗΣ ΠΡΟΕΔΡΙΑΣ ΤΟ 1964 ΑΛΛΑ ΜΕΤΕΠΕΙΣΘΗ ΤΕΛΙΚΩΣ ΥΠΟ ΤΗΣ ΣΥΖΥΓΟΥ ΤΟΥ: [44, 1319, 438, 1351]
- article-paragraph: ΠΕΚΙΝΟΝ, 20. (Ρώυτερ). — Ὁ σύμβουλος τοῦ προέδρου Νίξον κ. Κίσσιγκερ ἔφθασε σήμερον εἰς τὸ Πεκῖνον, ὅπου ἤρχισεν ἀμέσως τὰς ἐπαφὰς μὲ τοὺς Κινέζους ἡγέτας διὰ τὴν προετοιμασίαν τῆς ἐπισκέψεως τοῦ προέδρου.: [638, 146, 814, 231]
- article-paragraph: ΟΥΑΣΙΓΚΤΩΝ, 20. (Ρώυτερ). — Ὁ πρόεδρος Νίξον ἐζήτησε σήμερον ἀπὸ τὸ Κογκρέσσον εὐρυτέρας ἐξουσίας διὰ τὸν ἔλεγχον τῶν τιμῶν καὶ τῶν μισθῶν, ἐν ὄψει τῶν πληθωριστικῶν τάσεων τῆς οἰκονομίας.: [39, 1774, 443, 1888]
- italy-headline: ΚΟΙΝΟΒΟΥΛΕΥΤΙΚΗ ΕΠΙΤΡΟΠΗ ΕΙΣ ΙΤΑΛΙΑΝ ΘΑ ΕΞΕΤΑΣΗ ΤΗΝ ΥΠΟΘΕΣΙΝ ΥΠΟΥΡΓΟΥ ΘΕΩΡΟΥΜΕΝΟΥ ΩΣ ΥΠΟΠΤΟΥ ΔΩΡΟΔΟΚΙΑΣ: [642, 706, 993, 748]
- side-briefs-4: [451, 1632, 630, 1924]
- brief-headline: ΔΗΜΟΣΙΕΥΕΤΑΙ ΣΥΝΤΟΜΩΣ Ο ΝΕΟΣ ΚΩΔΙΞ ΠΟΛΙΤΙΚΗΣ ΔΙΚΟΝΟΜΙΑΣ: [470, 801, 612, 834]
- brief-headline: ΤΟ ΕΙΣΟΔΗΜΑ ΕΚ ΔΙΑΘΕΣΕΩΣ ΣΥΓΓΡΑΜΜΑΤΩΝ: [468, 1011, 614, 1033]
- divider: [39, 176, 630, 177]
- article-paragraph: ΒΟΝΝΗ, 20. (Ἡνωμ. Τύπος). — Ὁ ὑπουργὸς οἰκονομικῶν τῆς Δυτικῆς Γερμανίας ἐζήτησε ἀπὸ τὰς δυτικὰς χώρας νὰ συμβάλουν εἰς τὴν μείωσιν τοῦ ἀμερικανικοῦ ἐλλείμματος τοῦ ἰσοζυγίου πληρωμῶν.: [1377, 1003, 1556, 1089]
- nixon-headline: Εὐρυτέρας ἐξουσίας ζητεῖ ὁ Νίξον ἀπὸ τὸ κογκρέσσον: [51, 1629, 431, 1734]
- divider: [39, 1312, 443, 1314]
- montreal-article: [638, 1180, 997, 1313]
- divider: [39, 606, 630, 607]
- article-paragraph: ΤΥΝΙΣ, 20. (Ἡνωμ.). — Ἡ ἐπικειμένη συνάντησις τῶν δύο ἡγετῶν ἀναμένεται νὰ ὁδηγήσῃ εἰς τὴν ἐξομάλυνσιν τῶν σχέσεων μεταξὺ τῶν δύο χωρῶν.: [638, 1029, 814, 1090]
- article-paragraph: ΣΤΟΚΧΟΛΜΗ, 20. (Ἡνωμ. Τύπος). — Ἡ ἀπονομὴ τοῦ βραβείου Νόμπελ λογοτεχνίας εἰς τὸν Σοβιετικὸν συγγραφέα θὰ γίνῃ εἰς τὴν σουηδικὴν πρεσβείαν τῆς Μόσχας.: [1377, 1338, 1556, 1398]
- article-paragraph: ΑΘΗΝΑΙ, 20. — Ἀνακοινοῦται ὅτι ἐγένοντο δεκταὶ αἱ ἐξηγήσεις ἐπὶ τῶν ζητημάτων τῆς ἡμέρας. Ὁ ἁρμόδιος ὑπουργὸς ἐδήλωσεν ὅτι ἡ: [451, 1875, 630, 1923]
- article-paragraph: ΟΥΑΣΙΓΚΤΩΝ, 20. (Ρώυτερ). — Ὁ πρόεδρος Νίξον ἐζήτησε σήμερον ἀπὸ τὸ Κογκρέσσον εὐρυτέρας ἐξουσίας διὰ τὸν ἔλεγχον τῶν τιμῶν καὶ τῶν μισθῶν, ἐν ὄψει τῶν πληθωριστικῶν τάσεων τῆς οἰκονομίας.: [245, 1815, 443, 1888]
- article-paragraph: ΒΟΝΝΗ, 20. (Ἡνωμ.). — Σοβαρὰ ἐπεισόδια ἐσημειώθησαν μεταξὺ ὁμάδων ἀριστερῶν καὶ νεοχιτλερικῶν κατὰ τὴν διάρκειαν συγκεντρώσεως.: [638, 1425, 814, 1485]
- un-article: [1005, 170, 1556, 564]
- article-subhead: Ο ΑΡΑΦΑΤ ΕΙΣ ΜΟΣΧΑΝ: [78, 296, 192, 307]
- brief-text: [1005, 772, 1182, 920]
- article-paragraph: ΗΝΩΜΕΝΑ ΕΘΝΗ, 20. (Ρώυτερ). — Αἱ συνομιλίαι διὰ τὸ θέμα τῆς ἀντιπροσωπείας τῆς Κίνας εἰς τὸν Ὀργανισμὸν Ἡνωμένων Ἐθνῶν ἀντιμετωπίζουν ἀδιέξοδον, καθ' ὅσον αἱ ἀπόψεις τῶν ἐνδιαφερομένων διαφέρουν.: [1377, 259, 1556, 344]
- divider: [638, 925, 997, 927]
- article-paragraph: ΗΝΩΜΕΝΑ ΕΘΝΗ, 20. (Ρώυτερ). — Αἱ συνομιλίαι διὰ τὸ θέμα τῆς ἀντιπροσωπείας τῆς Κίνας εἰς τὸν Ὀργανισμὸν Ἡνωμένων Ἐθνῶν ἀντιμετωπίζουν ἀδιέξοδον, καθ' ὅσον αἱ ἀπόψεις τῶν ἐνδιαφερομένων διαφέρουν.: [1377, 349, 1556, 433]
- article-paragraph: ΤΥΝΙΣ, 20. (Ἡνωμ.). — Ἡ ἐπικειμένη συνάντησις τῶν δύο ἡγετῶν ἀναμένεται νὰ ὁδηγήσῃ εἰς τὴν ἐξομάλυνσιν τῶν σχέσεων μεταξὺ τῶν δύο χωρῶν.: [821, 1029, 997, 1090]
- article-paragraph: ΑΘΗΝΑΙ, 20. — Κατὰ τὰς πληροφορίας τῶν πρακτορείων, αἱ ἐπαφαὶ συνεχίζονται. Αἱ ἀρμόδιαι ὑπηρεσίαι παρακολουθοῦν τὴν ἐξέλιξιν τῶν γεγονότων καὶ θὰ ἀνακοινώσουν τὰς ἀποφάσεις των.: [1005, 1502, 1182, 1575]
- article-paragraph: ΗΝΩΜΕΝΑ ΕΘΝΗ, 20. (Ρώυτερ). — Αἱ συνομιλίαι διὰ τὸ θέμα τῆς ἀντιπροσωπείας τῆς Κίνας εἰς τὸν Ὀργανισμὸν Ἡνωμένων Ἐθνῶν ἀντιμετωπίζουν ἀδιέξοδον, καθ' ὅσον αἱ ἀπόψεις τῶν ἐνδιαφερομένων διαφέρουν.: [1377, 169, 1556, 255]
- article-paragraph: ΠΕΚΙΝΟΝ, 20. (Ρώυτερ). — Ὁ σύμβουλος τοῦ προέδρου Νίξον κ. Κίσσιγκερ ἔφθασε σήμερον εἰς τὸ Πεκῖνον, ὅπου ἤρχισεν ἀμέσως τὰς ἐπαφὰς μὲ τοὺς Κινέζους ἡγέτας διὰ τὴν προετοιμασίαν τῆς ἐπισκέψεως τοῦ προέδρου.: [821, 324, 997, 410]
- divider: [1005, 1472, 1182, 1473]
- article-paragraph: ΡΙΟΝ ΙΑΝΕΙΡΟΝ, 20. (Ρώυτερ). — Ἡ ἀστυνομία τῆς πόλεως συνέλαβε ἐκ νέου τὸν δραπέτην κατάδικον ὁ ὁποῖος εἶχε διαφύγει πρὸ τριμήνου ἀπὸ τὰς φυλακάς.: [245, 1061, 443, 1121]
- article-paragraph: ΑΘΗΝΑΙ, 20. — Κατὰ τὰς πληροφορίας τῶν πρακτορείων, αἱ ἐπαφαὶ συνεχίζονται. Αἱ ἀρμόδιαι ὑπηρεσίαι παρακολουθοῦν τὴν ἐξέλιξιν τῶν γεγονότων καὶ θὰ ἀνακοινώσουν τὰς ἀποφάσεις των.: [1005, 1057, 1182, 1130]
- article-subhead: ΚΡΑΤΕΙΤΑΙ Ο ΟΥΓΓΡΟΣ: [671, 1705, 781, 1717]
- article-paragraph: ΒΟΝΝΗ, 20. (Ἡνωμ. Τύπος). — Ὁ ὑπουργὸς οἰκονομικῶν τῆς Δυτικῆς Γερμανίας ἐζήτησε ἀπὸ τὰς δυτικὰς χώρας νὰ συμβάλουν εἰς τὴν μείωσιν τοῦ ἀμερικανικοῦ ἐλλείμματος τοῦ ἰσοζυγίου πληρωμῶν.: [1377, 718, 1556, 804]
- article-paragraph: ΚΑΪΡΟΝ, 20. (Ἀσ. Πρεσ). — Ὁ πρόεδρος τῆς Γιουγκοσλαβίας στρατάρχης Τίτο ἀφίκετο σήμερον εἰς τὸ Κάϊρον, ὅπου ἔγινε δεκτὸς ὑπὸ τοῦ Προέδρου Σαντάτ. Αἱ συνομιλίαι θὰ ἀφοροῦν εἰς τὴν κατάστασιν εἰς τὴν Μέσην Ἀνατολήν.: [39, 807, 237, 892]
- brief-headline: Ο Κ. ΓΕΩΡΓΑΚΗΣ ΕΙΣ ΤΗΝ ΖΑΚΥΝΘΟΝ: [479, 1758, 603, 1780]
- article-paragraph: ΑΘΗΝΑΙ, 20. — Κατὰ τὰς πληροφορίας τῶν πρακτορείων, αἱ ἐπαφαὶ συνεχίζονται. Αἱ ἀρμόδιαι ὑπηρεσίαι παρακολουθοῦν τὴν ἐξέλιξιν τῶν γεγονότων καὶ θὰ ἀνακοινώσουν τὰς ἀποφάσεις των.: [1005, 1722, 1182, 1793]
- article-paragraph: ΑΘΗΝΑΙ, 20. — Κατὰ τὰς πληροφορίας τῶν πρακτορείων, αἱ ἐπαφαὶ συνεχίζονται. Αἱ ἀρμόδιαι ὑπηρεσίαι παρακολουθοῦν τὴν ἐξέλιξιν τῶν γεγονότων καὶ θὰ ἀνακοινώσουν τὰς ἀποφάσεις των.: [1005, 1644, 1182, 1717]
- article-paragraph: ΚΑΪΡΟΝ, 20. (Ἀσ. Πρεσ). — Ὁ πρόεδρος τῆς Γιουγκοσλαβίας στρατάρχης Τίτο ἀφίκετο σήμερον εἰς τὸ Κάϊρον, ὅπου ἔγινε δεκτὸς ὑπὸ τοῦ Προέδρου Σαντάτ. Αἱ συνομιλίαι θὰ ἀφοροῦν εἰς τὴν κατάστασιν εἰς τὴν Μέσην Ἀνατολήν.: [245, 807, 443, 892]
- divider: [638, 1138, 997, 1140]
- leadership-headline: Ἡ συλλογικὴ ἡγεσία παγιοῦται βραδέως εἰς Λαϊκὴν Κίναν: [1191, 1612, 1555, 1750]
- article-paragraph: ΑΘΗΝΑΙ, 20. — Ἀνακοινοῦται ὅτι ἐγένοντο δεκταὶ αἱ ἐξηγήσεις ἐπὶ τῶν ζητημάτων τῆς ἡμέρας. Ὁ ἁρμόδιος ὑπουργὸς ἐδήλωσεν ὅτι ἡ κυβέρνησις θὰ προχωρήσῃ εἰς τὴν ἐφαρμογὴν τῶν μέτρων.: [451, 1047, 630, 1120]
- brief-headline: Ο Κ. ΚΟΥΛΗΣ ΕΔΕΧΘΗ ΔΥΟ ΞΕΝΟΥΣ ΠΡΕΣΒΕΙΣ: [476, 1647, 606, 1670]
- article-paragraph: ΡΙΟΝ ΙΑΝΕΙΡΟΝ, 20. (Ρώυτερ). — Ἡ ἀστυνομία τῆς πόλεως συνέλαβε ἐκ νέου τὸν δραπέτην κατάδικον ὁ ὁποῖος εἶχε διαφύγει πρὸ τριμήνου ἀπὸ τὰς φυλακάς.: [39, 1061, 237, 1121]
- leadership-subheadline: Αἱ στρατιωτικαὶ μονάδες ὑπὸ τὴν ἐποπτείαν τοῦ Κ.Κ.: [1229, 1752, 1517, 1792]
- article-paragraph: ΒΗΡΥΤΟΣ, 20. (Ἀσ. Πρεσ). — Ἀρχηγὸς τῶν Ἀλ Φατὰχ ἐξεδήλωσε σήμερον προσπαθείας συνομιλιῶν διὰ συνομιλίας μετὰ τῆς σοβιετικῆς ἡγεσίας ἐπὶ τοῦ θέματος τῶν ὅπλων. Αἱ πληροφορίαι ἀναφέρουν ὅτι ὁ Λίβανος διαπραγματεύεται μὲ τὴν Σοβιετικὴν Ἕνωσιν τὴν ἀγορὰν ἀντιαεροπορικῶν πυραύλων καὶ βαρέος ὁπλισμοῦ.: [238, 181, 630, 462]
- divider: [1005, 925, 1182, 926]
- tito-article: [39, 612, 443, 947]
- divider: [1005, 165, 1556, 166]
- lebanon-headline: Ο ΛΙΒΑΝΟΣ ΔΙΑΠΡΑΓΜΑΤΕΥΕΤΑΙ ΤΗΝ ΑΓΟΡΑΝ ΒΑΡΕΩΝ ΟΠΛΩΝ ΕΚ ΤΗΣ ΣΟΒΙΕΤΙΚΗΣ ΕΝΩΣΕΩΣ: [69, 26, 601, 116]
- divider: [1005, 1153, 1182, 1154]
- divider: [638, 467, 997, 469]
- lebanon-article: [39, 182, 630, 557]
- article-paragraph: ΑΘΗΝΑΙ, 20. — Κατὰ τὰς πληροφορίας τῶν πρακτορείων, αἱ ἐπαφαὶ συνεχίζονται. Αἱ ἀρμόδιαι ὑπηρεσίαι παρακολουθοῦν τὴν ἐξέλιξιν τῶν γεγονότων καὶ θὰ ἀνακοινώσουν τὰς ἀποφάσεις των.: [1005, 1183, 1182, 1256]
- column-rule: [1001, 30, 1002, 2304]
- brief-headline: ΒΡΕΤΑΝΝΟΙ ΠΕΖΟΝΑΥΤΑΙ ΕΙΣ ΜΑΛΤΑΝ: [1022, 1361, 1164, 1384]
- brief-text: [1005, 1645, 1182, 1793]
- article-paragraph: ΑΘΗΝΑΙ, 20. — Κατὰ τὰς πληροφορίας τῶν πρακτορείων, αἱ ἐπαφαὶ συνεχίζονται. Αἱ ἀρμόδιαι ὑπηρεσίαι παρακολουθοῦν τὴν ἐξέλιξιν τῶν γεγονότων καὶ θὰ ἀνακοινώσουν τὰς ἀποφάσεις των.: [1005, 771, 1182, 844]
- article-paragraph: ΗΝΩΜΕΝΑ ΕΘΝΗ, 20. (Ρώυτερ). — Αἱ συνομιλίαι διὰ τὸ θέμα τῆς ἀντιπροσωπείας τῆς Κίνας εἰς τὸν Ὀργανισμὸν Ἡνωμένων Ἐθνῶν ἀντιμετωπίζουν ἀδιέξοδον, καθ' ὅσον αἱ ἀπόψεις τῶν ἐνδιαφερομένων διαφέρουν.: [1005, 259, 1184, 344]
- tito-headline: Ο ΤΙΤΟ ΑΦΙΚΕΤΟ ΕΙΣ ΤΟ ΚΑΙΡΟΝ: [87, 567, 583, 603]
- article-paragraph: ΣΤΟΚΧΟΛΜΗ, 20. (Ἡνωμ. Τύπος). — Ἡ ἀπονομὴ τοῦ βραβείου Νόμπελ λογοτεχνίας εἰς τὸν Σοβιετικὸν συγγραφέα θὰ γίνῃ εἰς τὴν σουηδικὴν πρεσβείαν τῆς Μόσχας.: [1190, 1273, 1369, 1333]
- article-paragraph: ΠΑΡΙΣΙΟΙ, 20. (Ἡνωμ. Τύπος). — Κατὰ πληροφορίας, ὁ Σοβιετικὸς ἡγέτης θὰ προτείνῃ εἰς τὴν γαλλικὴν κυβέρνησιν τὴν ὑπογραφὴν συνθήκης φιλίας καὶ συνεργασίας.: [821, 598, 997, 671]
- article-paragraph: ΒΗΡΥΤΟΣ, 20. (Ἀσ. Πρεσ). — Ἀρχηγὸς τῶν Ἀλ Φατὰχ ἐξεδήλωσε σήμερον προσπαθείας συνομιλιῶν διὰ συνομιλίας μετὰ τῆς σοβιετικῆς ἡγεσίας ἐπὶ τοῦ θέματος τῶν ὅπλων. Αἱ πληροφορίαι ἀναφέρουν ὅτι ὁ Λίβανος διαπραγματεύεται μὲ τὴν Σοβιετικὴν Ἕνωσιν τὴν ἀγορὰν ἀντιαεροπορικῶν πυραύλων καὶ βαρέος ὁπλισμοῦ.: [238, 287, 431, 397]
- side-briefs-3: [451, 1158, 630, 1619]
- brief-text: [1005, 980, 1182, 1148]
- article-subhead: Η ΓΑΛΛΙΚΗ ΠΡΟΤΑΣΙΣ: [1042, 438, 1146, 450]
- brief-text: [451, 1480, 630, 1529]
- algeria-article: [638, 964, 997, 1132]
- lebanon-subheadline: Ρωσσική ἀποστολὴ εἰς τὴν Βηρυτὸν: [128, 118, 542, 143]
- article-paragraph: ΛΟΝΔΙΝΟΝ, 20. (Ρώυτερ). — Ἡ ἐφημερὶς «Τάιμς» ἐπικρίνει δριμύτατα τὸν ἀρχηγὸν τῶν Ἐργατικῶν διότι ἀντιτίθεται εἰς τὴν ἔνταξιν τῆς Βρεττανίας εἰς τὴν Κοινὴν Ἀγοράν.: [39, 1198, 443, 1298]
- article-paragraph: ΑΘΗΝΑΙ, 20. — Ἀνακοινοῦται ὅτι ἐγένοντο δεκταὶ αἱ ἐξηγήσεις ἐπὶ τῶν ζητημάτων τῆς ἡμέρας. Ὁ ἁρμόδιος ὑπουργὸς ἐδήλωσεν ὅτι ἡ: [451, 1379, 630, 1428]
- brief-headline: ΕΓΚΑΙΝΙΑΖΕΤΑΙ ΣΗΜΕΡΟΝ ΕΡΓΟΣΤΑΣΙΟΝ ΠΑΡΑΓΩΓΗΣ ΦΑΡΜΑΚΩΝ: [475, 1172, 607, 1206]
- divider: [39, 953, 630, 955]
- divider: [1005, 1608, 1556, 1610]
- divider: [1190, 1218, 1556, 1220]
- kosygin-article: [638, 1575, 997, 1777]
- column-rule: [634, 30, 635, 2304]
- article-subhead: Η ΣΥΜΦΩΝΙΑ: [877, 1640, 942, 1652]
- kissinger-article: [638, 146, 997, 461]
- brief-subhead: ΠΑΡΑΚΟΛΟΥΘΟΥΝΤΑΙ ΑΠΟ ΘΑΛΑΣΣΗΣ ΚΑΙ ΑΕΡΟΣ: [1006, 956, 1181, 976]
- montreal-headline: ΜΕΓΑΛΑΙ ΔΙΑΔΗΛΩΣΕΙΣ ΕΙΣ ΤΟ ΜΟΝΤΡΕΑΛ ΚΑΤΑ ΤΩΝ ΜΕΤΡΩΝ ΕΚΤΑΚΤΟΥ ΑΝΑΓΚΗΣ: [654, 1144, 981, 1176]
- divider: [39, 1150, 630, 1152]
- germany-article: [638, 1360, 997, 1527]
- article-paragraph: ΒΟΝΝΗ, 20. (Ἡνωμ.). — Σοβαρὰ ἐπεισόδια ἐσημειώθησαν μεταξὺ ὁμάδων ἀριστερῶν καὶ νεοχιτλερικῶν κατὰ τὴν διάρκειαν συγκεντρώσεως.: [638, 1360, 814, 1420]
- eec-article: [39, 1198, 443, 1306]
- brief-text: [451, 1047, 630, 1136]
- article-paragraph: ΠΕΚΙΝΟΝ, 20. (Ρώυτερ). — Ὁ σύμβουλος τοῦ προέδρου Νίξον κ. Κίσσιγκερ ἔφθασε σήμερον εἰς τὸ Πεκῖνον, ὅπου ἤρχισεν ἀμέσως τὰς ἐπαφὰς μὲ τοὺς Κινέζους ἡγέτας διὰ τὴν προετοιμασίαν τῆς ἐπισκέψεως τοῦ προέδρου.: [638, 324, 814, 410]
- article-paragraph: ΚΑΪΡΟΝ, 20. (Ἀσ. Πρεσ). — Ὁ πρόεδρος τῆς Γιουγκοσλαβίας στρατάρχης Τίτο ἀφίκετο σήμερον εἰς τὸ Κάϊρον, ὅπου ἔγινε δεκτὸς ὑπὸ τοῦ Προέδρου Σαντάτ. Αἱ συνομιλίαι θὰ ἀφοροῦν εἰς τὴν κατάστασιν εἰς τὴν Μέσην Ἀνατολήν.: [39, 701, 237, 786]
- article-paragraph: ΗΝΩΜΕΝΑ ΕΘΝΗ, 20. (Ρώυτερ). — Αἱ συνομιλίαι διὰ τὸ θέμα τῆς ἀντιπροσωπείας τῆς Κίνας εἰς τὸν Ὀργανισμὸν Ἡνωμένων Ἐθνῶν ἀντιμετωπίζουν ἀδιέξοδον, καθ' ὅσον αἱ ἀπόψεις τῶν ἐνδιαφερομένων διαφέρουν.: [1191, 349, 1370, 433]
- article-paragraph: ΒΟΝΝΗ, 20. (Ἡνωμ. Τύπος). — Ὁ ὑπουργὸς οἰκονομικῶν τῆς Δυτικῆς Γερμανίας ἐζήτησε ἀπὸ τὰς δυτικὰς χώρας νὰ συμβάλουν εἰς τὴν μείωσιν τοῦ ἀμερικανικοῦ ἐλλείμματος τοῦ ἰσοζυγίου πληρωμῶν.: [1190, 718, 1369, 804]
- brief-text: [451, 697, 630, 786]
- article-subhead: ΙΕΡΟΣ ΠΟΛΕΜΟΣ: [294, 271, 376, 283]
- article-paragraph: ΑΘΗΝΑΙ, 20. — Ἀνακοινοῦται ὅτι ἐγένοντο δεκταὶ αἱ ἐξηγήσεις ἐπὶ τῶν ζητημάτων τῆς ἡμέρας. Ὁ ἁρμόδιος ὑπουργὸς ἐδήλωσεν ὅτι ἡ: [451, 1480, 630, 1528]
- article-paragraph: ΠΕΚΙΝΟΝ, 20. (Ρώυτερ). — Ὁ σύμβουλος τοῦ προέδρου Νίξον κ. Κίσσιγκερ ἔφθασε σήμερον εἰς τὸ Πεκῖνον, ὅπου ἤρχισεν ἀμέσως τὰς ἐπαφὰς μὲ τοὺς Κινέζους ἡγέτας διὰ τὴν προετοιμασίαν τῆς ἐπισκέψεως τοῦ προέδρου.: [821, 235, 997, 320]
- article-paragraph: ΒΟΝΝΗ, 20. (Ἡνωμ.). — Σοβαρὰ ἐπεισόδια ἐσημειώθησαν μεταξὺ ὁμάδων ἀριστερῶν καὶ νεοχιτλερικῶν κατὰ τὴν διάρκειαν συγκεντρώσεως.: [821, 1425, 997, 1485]
- article-paragraph: ΗΝΩΜΕΝΑ ΕΘΝΗ, 20. (Ρώυτερ). — Αἱ συνομιλίαι διὰ τὸ θέμα τῆς ἀντιπροσωπείας τῆς Κίνας εἰς τὸν Ὀργανισμὸν Ἡνωμένων Ἐθνῶν ἀντιμετωπίζουν ἀδιέξοδον, καθ' ὅσον αἱ ἀπόψεις τῶν ἐνδιαφερομένων διαφέρουν.: [1191, 259, 1370, 344]
- nobel-headline: ΕΙΣ ΤΗΝ ΜΟΣΧΑ ΣΟΥΗΔΙΚΗ ΠΡΕΣΒΕΙΑ ΘΑ ΓΙΝΗ Η ΑΠΟΝΟΜΗ ΤΟΥ «ΝΟΜΠΕΛ» ΕΙΣ ΤΟΝ ΡΩΣΣΟΝ ΣΥΓΡΑΦΕΑ ΣΟΛΖΕΝΙΤΣΙΝ: [1214, 1224, 1533, 1269]
- article-paragraph: ΟΤΤΑΒΑ, 20. (Ρώυτερ). — Μαοϊκοὶ διαδηλωταὶ ἀπεδοκίμασαν τὸν Σοβιετικὸν πρωθυπουργὸν κατὰ τὴν ἄφιξίν του εἰς τὴν πρωτεύουσαν τοῦ Καναδᾶ.: [638, 1640, 814, 1700]
- nixon-subheadline: ΔΙΑ ΝΑ ΘΕΣΗ ΥΠΟ ΕΛΕΓΧΟΝ ΤΑΣ ΠΛΗΘΩΡΙΣΤΙΚΑΣ ΤΑΣΕΙΣ: [63, 1737, 420, 1770]
- kissinger-kicker: ΟΥΔΕΝ ΑΝΑΚΟΙΝΩΘΕΝ ΕΠΙΣΗΜΩΣ ΕΠΙ ΤΟΥ ΠΕΡΙΕΧΟΜΕΝΟΥ ΤΩΝ: [683, 112, 952, 142]
- brief-text: [451, 1220, 630, 1328]
